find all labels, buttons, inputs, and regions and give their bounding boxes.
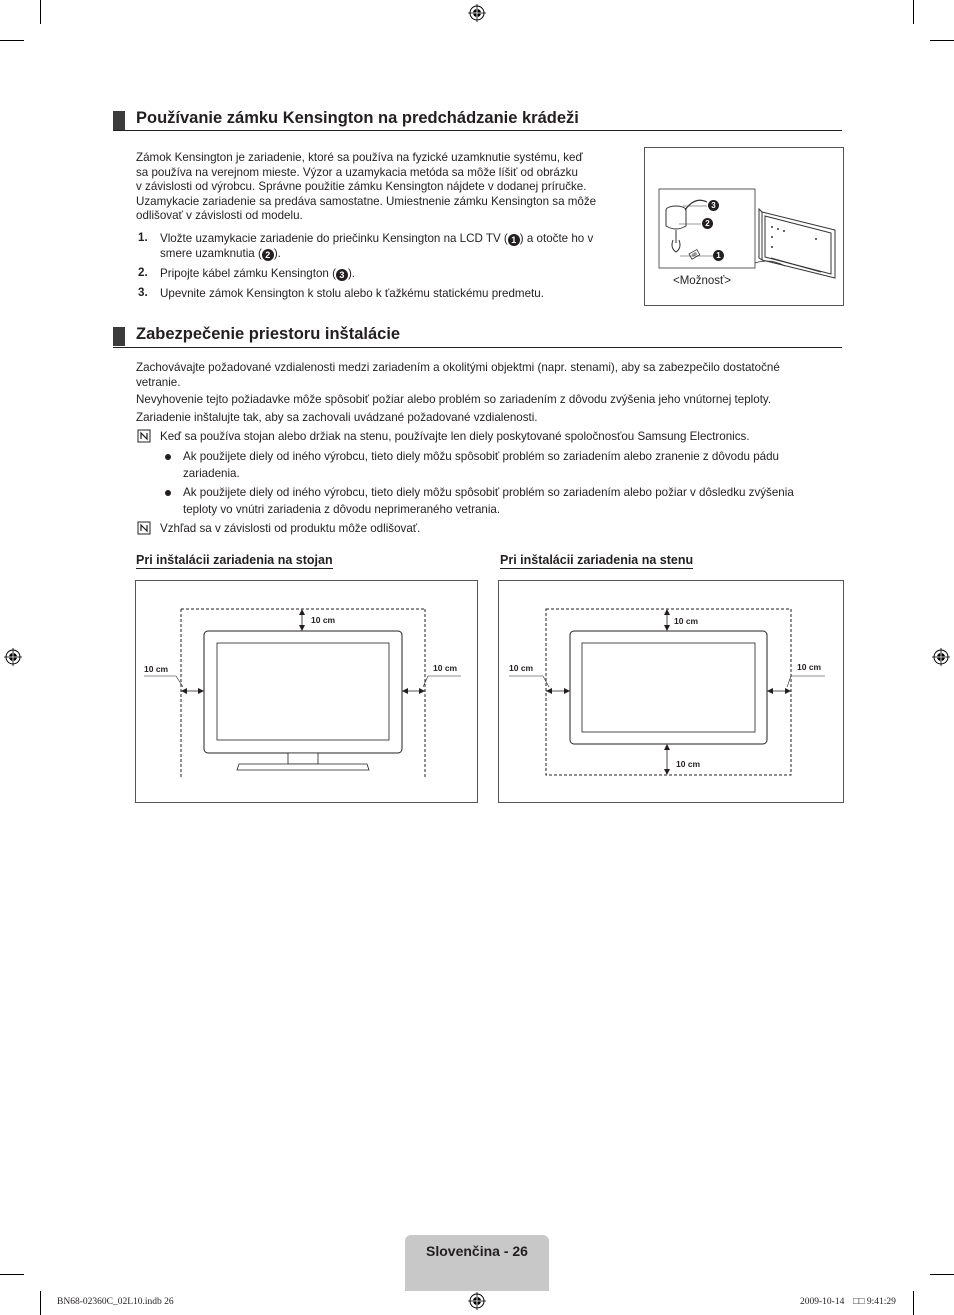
bullet-icon [165, 490, 171, 496]
wall-install-title: Pri inštalácii zariadenia na stenu [500, 553, 694, 567]
bullet-item [183, 484, 843, 518]
crop-mark [40, 1291, 41, 1315]
registration-mark-icon [468, 1292, 486, 1310]
clearance-bottom-label: 10 cm [676, 759, 701, 769]
bullet-line: Ak použijete diely od iného výrobcu, tieto diely môžu spôsobiť problém so zariadením alebo požiar v dôsledku zvýšenia [183, 486, 794, 499]
wall-install-diagram [498, 580, 844, 803]
intro-line: v závislosti od výrobcu. Správne použitie zámku Kensington nájdete v dodanej príručke. [136, 180, 587, 193]
clearance-top-label: 10 cm [311, 615, 336, 625]
step-text: ). [347, 267, 356, 280]
kensington-figure [644, 147, 844, 306]
intro-line: Zámok Kensington je zariadenie, ktoré sa používa na fyzické uzamknutie systému, keď [136, 151, 583, 164]
paragraph-line: Nevyhovenie tejto požiadavke môže spôsobiť požiar alebo problém so zariadením z dôvodu zvýšenia jeho vnútornej teploty. [136, 393, 772, 406]
registration-mark-icon [932, 648, 950, 666]
note-icon [137, 521, 151, 535]
crop-mark [930, 40, 954, 41]
step-text: Vložte uzamykacie zariadenie do priečinku Kensington na LCD TV ( [160, 232, 508, 245]
paragraph-line: Zachovávajte požadované vzdialenosti medzi zariadením a okolitými objektmi (napr. stenami), aby sa zabezpečilo dostatočné [136, 361, 780, 374]
marker-2-icon: 2 [702, 218, 713, 229]
section-rule [113, 130, 842, 131]
marker-3-icon: 3 [336, 269, 348, 281]
bullet-item [183, 448, 843, 482]
step-number: 1. [138, 231, 148, 244]
tv-wall-clearance-illustration [499, 581, 843, 802]
bullet-line: zariadenia. [183, 467, 240, 480]
tv-stand-clearance-illustration [136, 581, 477, 802]
paragraph-line: vetranie. [136, 376, 181, 389]
clearance-right-label: 10 cm [797, 662, 822, 672]
crop-mark [930, 1274, 954, 1275]
print-date: 2009-10-14 [800, 1297, 845, 1307]
clearance-top-label: 10 cm [674, 616, 699, 626]
intro-line: odlišovať v závislosti od modelu. [136, 209, 303, 222]
section-marker [113, 327, 125, 346]
marker-3-icon: 3 [708, 200, 719, 211]
intro-line: sa používa na verejnom mieste. Výzor a uzamykacia metóda sa môže líšiť od obrázku [136, 165, 578, 179]
intro-line: Uzamykacie zariadenie sa predáva samostatne. Umiestnenie zámku Kensington sa môže [136, 194, 597, 208]
marker-1-icon: 1 [508, 234, 520, 246]
step-text: Pripojte kábel zámku Kensington ( [160, 267, 336, 280]
step-2 [160, 266, 640, 281]
crop-mark [913, 1291, 914, 1315]
print-file-info: BN68-02360C_02L10.indb 26 [57, 1297, 174, 1307]
section-marker [113, 111, 125, 130]
section-rule [113, 347, 842, 348]
section-title-installation: Zabezpečenie priestoru inštalácie [136, 325, 401, 343]
bullet-line: teploty vo vnútri zariadenia z dôvodu neprimeraného vetrania. [183, 503, 501, 516]
stand-install-diagram [135, 580, 478, 803]
step-1 [160, 231, 640, 261]
marker-2-icon: 2 [262, 249, 274, 261]
note-samsung-parts: Keď sa používa stojan alebo držiak na stenu, používajte len diely poskytované spoločnosťou Samsung Electronics. [160, 430, 750, 443]
crop-mark [40, 0, 41, 24]
registration-mark-icon [468, 4, 486, 22]
clearance-left-label: 10 cm [144, 664, 169, 674]
clearance-right-label: 10 cm [433, 663, 458, 673]
step-text: Upevnite zámok Kensington k stolu alebo k ťažkému statickému predmetu. [160, 287, 544, 300]
installation-paragraphs [136, 360, 846, 425]
crop-mark [913, 0, 914, 24]
stand-install-title: Pri inštalácii zariadenia na stojan [136, 553, 333, 567]
page-number: Slovenčina - 26 [426, 1243, 528, 1259]
note-appearance: Vzhľad sa v závislosti od produktu môže odlišovať. [160, 522, 421, 535]
marker-1-icon: 1 [713, 250, 724, 261]
bullet-line: Ak použijete diely od iného výrobcu, tieto diely môžu spôsobiť problém so zariadením alebo zranenie z dôvodu pádu [183, 450, 779, 463]
section-title-kensington: Používanie zámku Kensington na predchádzanie krádeži [136, 109, 579, 127]
kensington-intro [136, 151, 636, 224]
print-time: □□ 9:41:29 [853, 1297, 896, 1307]
paragraph-line: Zariadenie inštalujte tak, aby sa zachovali uvádzané požadované vzdialenosti. [136, 411, 538, 424]
figure-caption: <Možnosť> [673, 275, 732, 287]
step-number: 3. [138, 286, 148, 299]
bullet-icon [165, 454, 171, 460]
crop-mark [0, 40, 24, 41]
crop-mark [0, 1274, 24, 1275]
step-number: 2. [138, 266, 148, 279]
registration-mark-icon [4, 648, 22, 666]
note-icon [137, 429, 151, 443]
step-text: ) a otočte ho v [519, 232, 594, 245]
step-3 [160, 286, 640, 301]
clearance-left-label: 10 cm [509, 663, 534, 673]
step-text: smere uzamknutia ( [160, 247, 262, 260]
step-text: ). [273, 247, 281, 260]
